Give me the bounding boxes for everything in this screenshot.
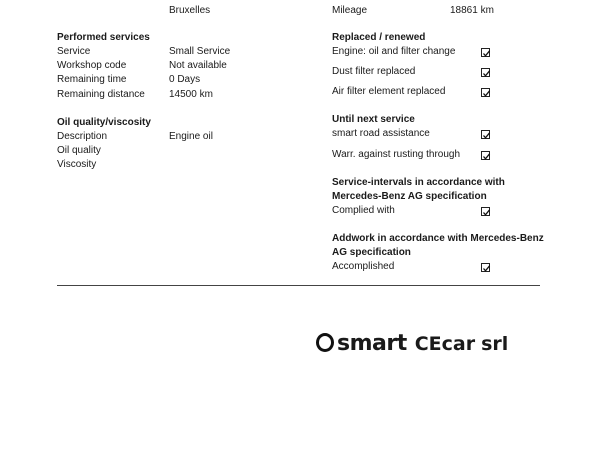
logo-dealer: CEcar (414, 333, 476, 355)
air-filter-label: Air filter element replaced (332, 86, 446, 97)
engine-oil-filter-label: Engine: oil and filter change (332, 46, 456, 57)
dealer-logo (316, 331, 508, 357)
road-assistance-label: smart road assistance (332, 128, 430, 139)
rust-warranty-checkbox[interactable] (481, 151, 490, 160)
oil-quality-heading: Oil quality/viscosity (57, 117, 151, 128)
workshop-code-label: Workshop code (57, 60, 127, 71)
remaining-distance-label: Remaining distance (57, 89, 145, 100)
addwork-heading-2: AG specification (332, 247, 411, 258)
complied-with-label: Complied with (332, 205, 395, 216)
service-intervals-heading-2: Mercedes-Benz AG specification (332, 191, 487, 202)
smart-circle-icon (316, 333, 334, 352)
description-label: Description (57, 131, 108, 142)
complied-with-checkbox[interactable] (481, 207, 490, 216)
remaining-distance-value: 14500 km (169, 89, 213, 100)
remaining-time-label: Remaining time (57, 74, 127, 85)
engine-oil-filter-checkbox[interactable] (481, 48, 490, 57)
viscosity-label: Viscosity (57, 159, 97, 170)
air-filter-checkbox[interactable] (481, 88, 490, 97)
road-assistance-checkbox[interactable] (481, 130, 490, 139)
city-value: Bruxelles (169, 5, 211, 16)
mileage-value: 18861 km (450, 5, 494, 16)
oil-quality-label: Oil quality (57, 145, 101, 156)
workshop-code-value: Not available (169, 60, 227, 71)
logo-brand: smart (337, 331, 407, 356)
accomplished-label: Accomplished (332, 261, 395, 272)
section-divider (57, 285, 540, 286)
performed-services-heading: Performed services (57, 32, 150, 43)
dust-filter-checkbox[interactable] (481, 68, 490, 77)
addwork-heading-1: Addwork in accordance with Mercedes-Benz (332, 233, 544, 244)
replaced-renewed-heading: Replaced / renewed (332, 32, 426, 43)
remaining-time-value: 0 Days (169, 74, 201, 85)
until-next-service-heading: Until next service (332, 114, 415, 125)
description-value: Engine oil (169, 131, 213, 142)
mileage-label: Mileage (332, 5, 368, 16)
rust-warranty-label: Warr. against rusting through (332, 149, 461, 160)
accomplished-checkbox[interactable] (481, 263, 490, 272)
logo-suffix: srl (481, 333, 509, 355)
service-value: Small Service (169, 46, 231, 57)
dust-filter-label: Dust filter replaced (332, 66, 416, 77)
service-label: Service (57, 46, 91, 57)
service-intervals-heading-1: Service-intervals in accordance with (332, 177, 505, 188)
